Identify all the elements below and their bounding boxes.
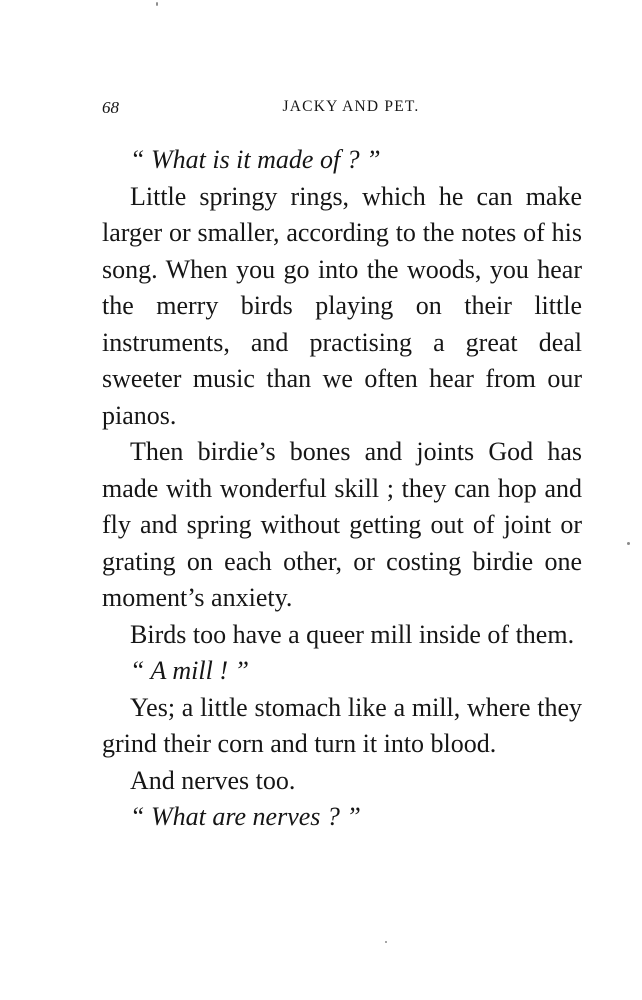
paper-speck xyxy=(385,941,387,943)
paragraph-bones-and-joints: Then birdie’s bones and joints God has made with wonderful skill ; they can hop and fly and spring without getting out of joint or grating on each other, or costing birdie one moment’s anxiety. xyxy=(102,437,582,612)
paragraph-queer-mill: Birds too have a queer mill inside of them. xyxy=(130,619,575,649)
paragraph-what-are-nerves: “ What are nerves ? ” xyxy=(130,802,361,831)
paper-speck xyxy=(156,2,158,6)
paragraph-stomach-mill: Yes; a little stomach like a mill, where they grind their corn and turn it into blood. xyxy=(102,692,582,758)
running-title: JACKY AND PET. xyxy=(282,98,420,115)
body-text xyxy=(102,142,582,836)
page-header xyxy=(102,98,582,122)
paragraph-nerves-too: And nerves too. xyxy=(130,765,296,795)
paper-speck xyxy=(627,542,630,545)
page-number: 68 xyxy=(102,98,119,117)
paragraph-a-mill: “ A mill ! ” xyxy=(130,656,249,685)
paragraph-question-made-of: “ What is it made of ? ” xyxy=(130,145,381,174)
paragraph-springy-rings: Little springy rings, which he can make larger or smaller, according to the notes of his song. When you go into the woods, you hear the merry birds playing on their little instruments, and practising a great deal sweeter music than we often hear from our pianos. xyxy=(102,181,582,430)
